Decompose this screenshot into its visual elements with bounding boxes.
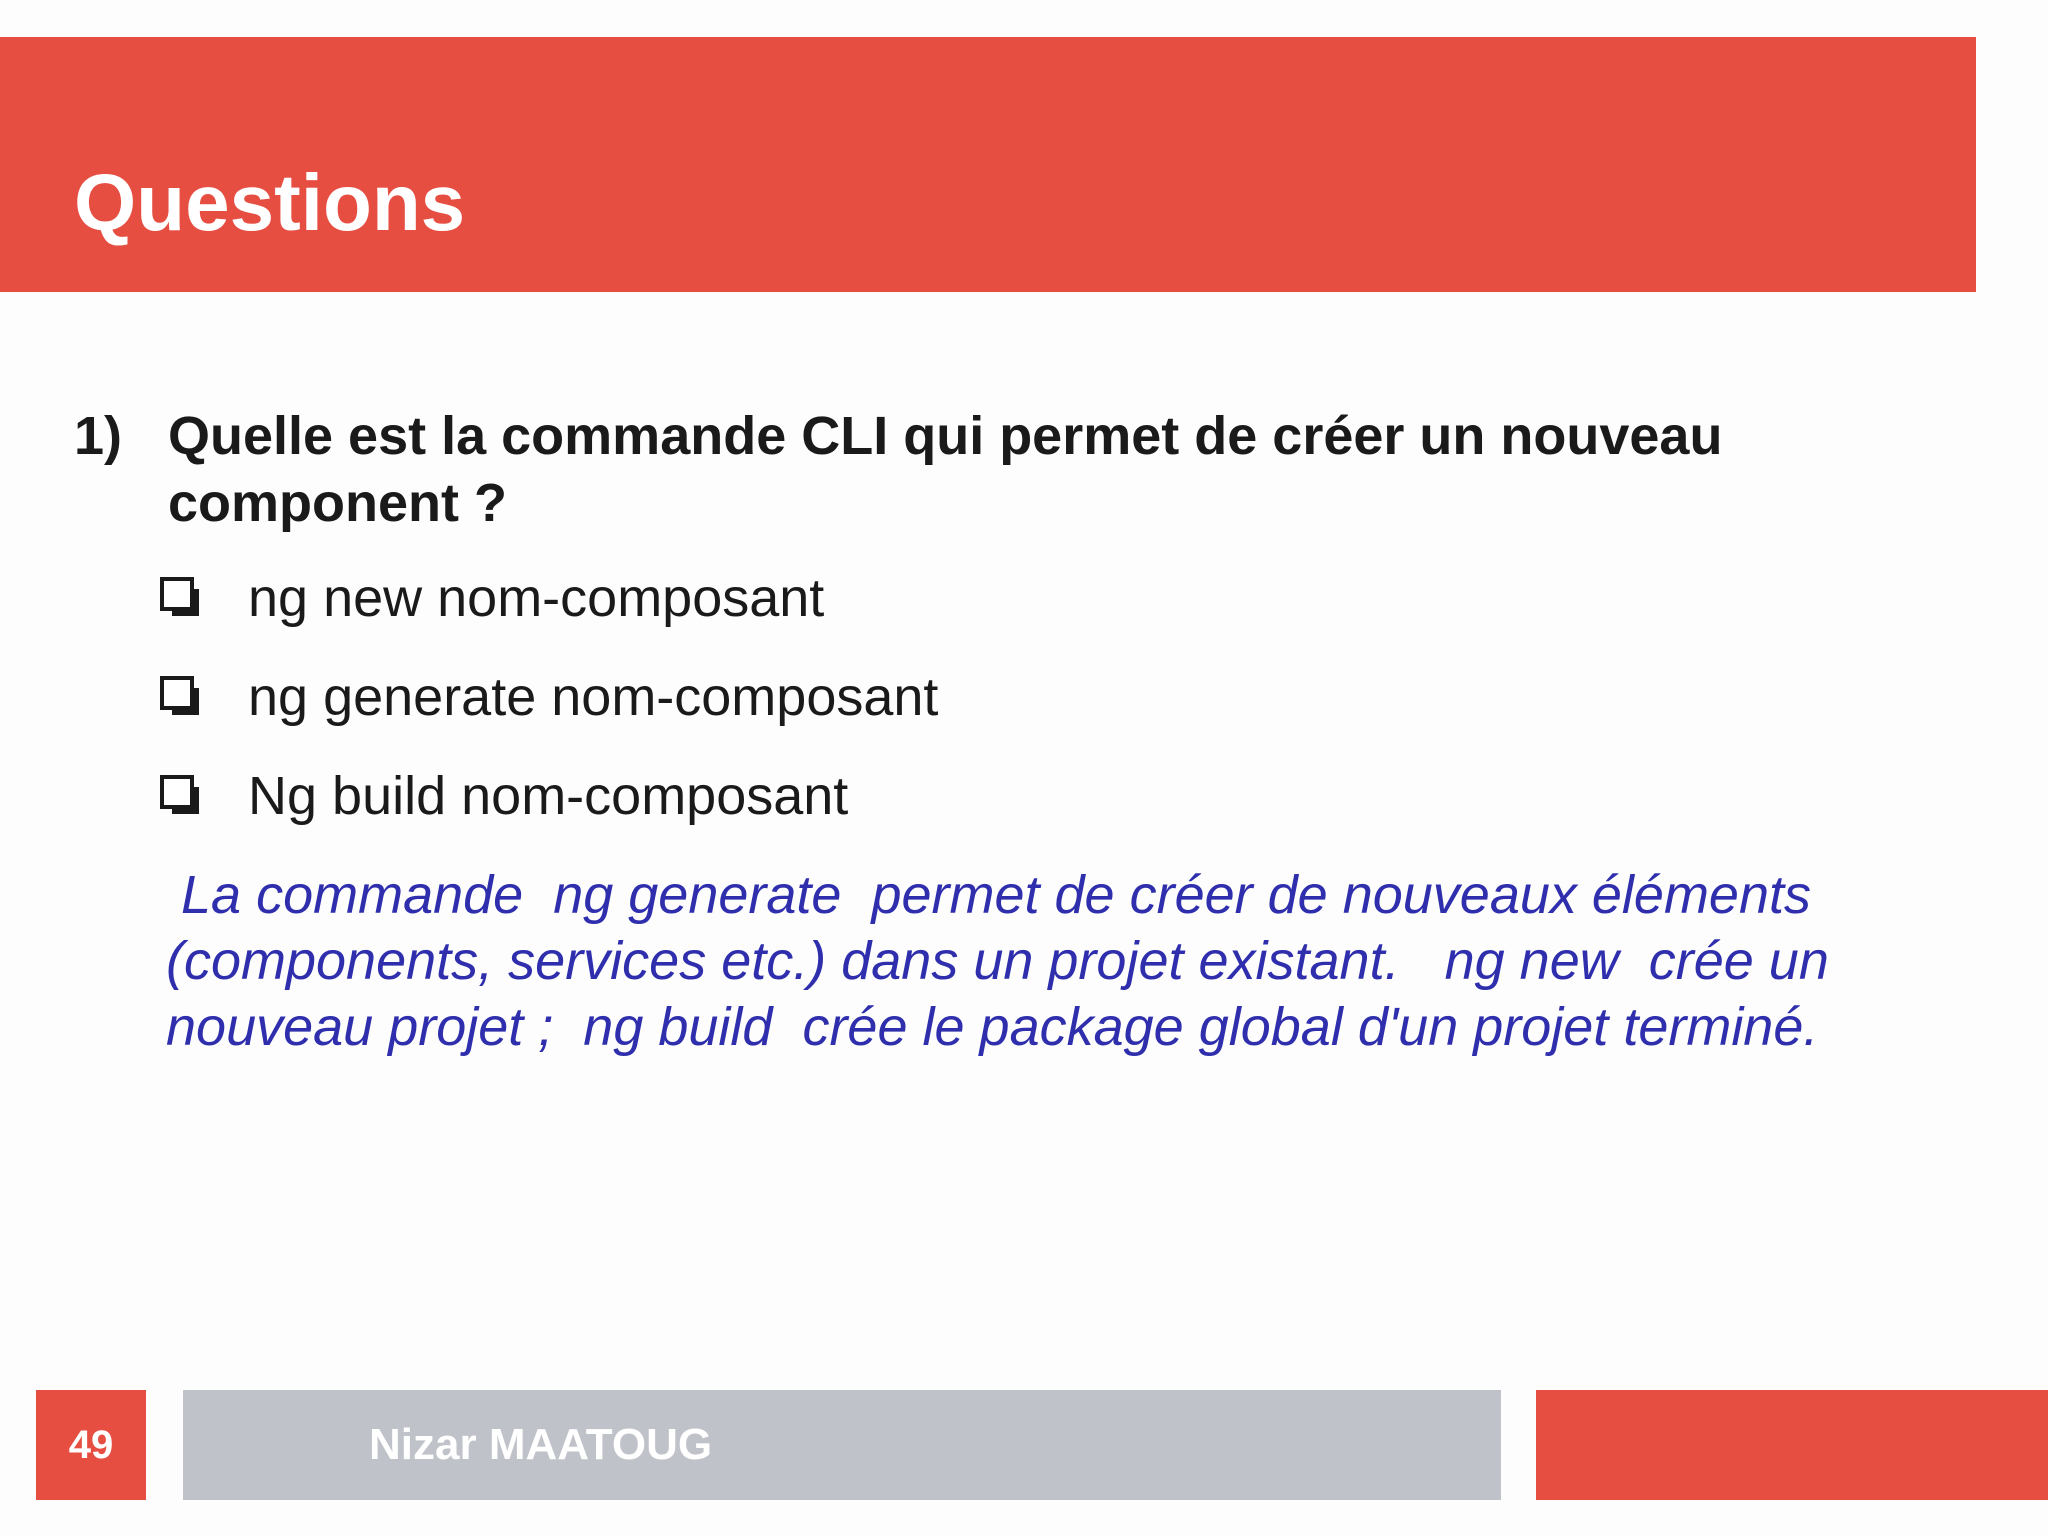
- checkbox-icon[interactable]: [160, 775, 200, 815]
- answer-line: La commande ng generate permet de créer de nouveaux éléments: [166, 865, 1811, 925]
- author-name: Nizar MAATOUG: [369, 1420, 713, 1469]
- page-number: 49: [68, 1423, 114, 1467]
- page-number-box: [36, 1390, 146, 1500]
- option-label: ng generate nom-composant: [248, 667, 939, 727]
- author-bar: [183, 1390, 1501, 1500]
- question-number: 1): [74, 406, 123, 466]
- option-label: ng new nom-composant: [248, 568, 825, 628]
- slide-title: Questions: [74, 158, 466, 247]
- option-label: Ng build nom-composant: [248, 766, 849, 826]
- checkbox-icon[interactable]: [160, 676, 200, 716]
- answer-line: (components, services etc.) dans un projet existant. ng new crée un: [166, 931, 1829, 991]
- answer-line: nouveau projet ; ng build crée le package global d'un projet terminé.: [166, 997, 1819, 1057]
- question-text: Quelle est la commande CLI qui permet de créer un nouveau component ?: [168, 406, 1723, 533]
- answer-explanation: [166, 862, 1926, 1060]
- checkbox-icon[interactable]: [160, 577, 200, 617]
- footer-accent-bar: [1536, 1390, 2048, 1500]
